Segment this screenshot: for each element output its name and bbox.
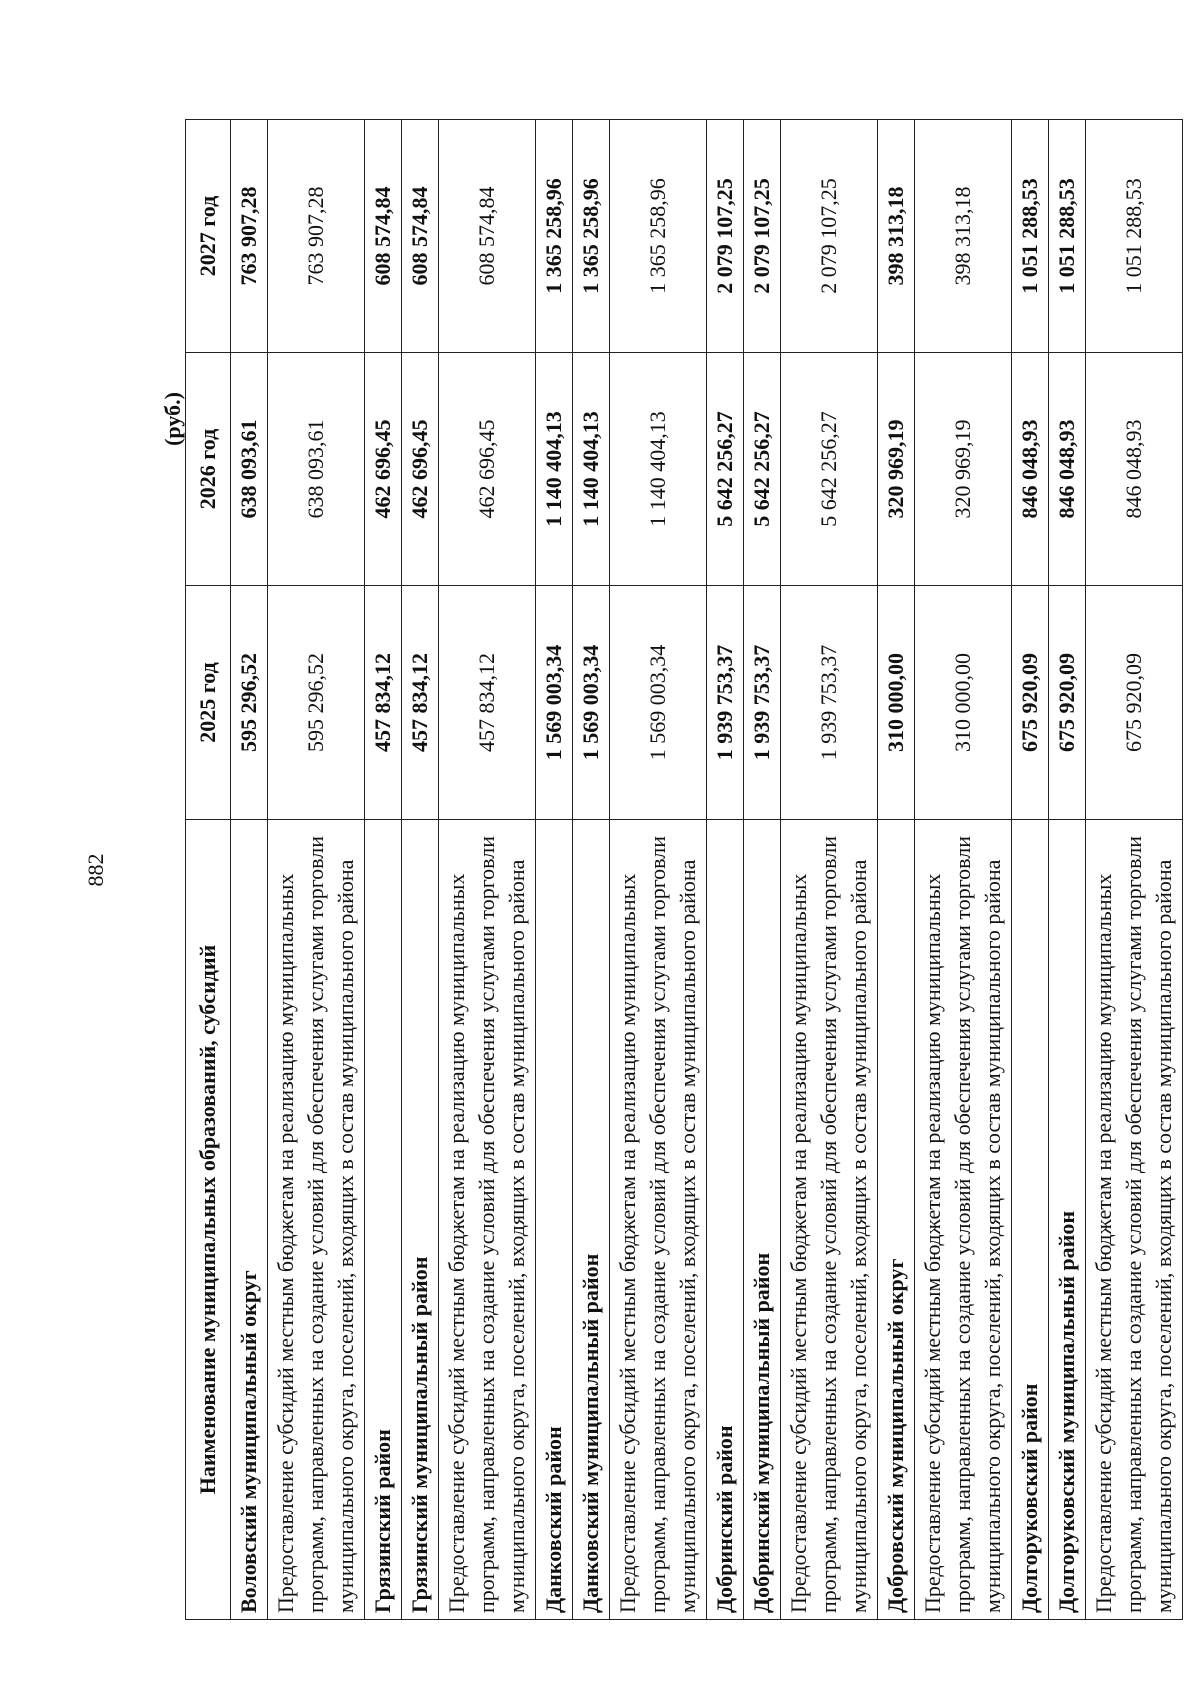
row-name-cell: Предоставление субсидий местным бюджетам на реализацию муниципальных программ, направленных на создание условий для обеспечения услугами торговли муниципального округа, поселений, входящих в состав муниципального района [1086, 820, 1183, 1620]
currency-unit-label: (руб.) [160, 392, 185, 446]
table-row [231, 120, 268, 1620]
value-2025-cell: 675 920,09 [1012, 586, 1049, 820]
row-name-cell: Воловский муниципальный округ [231, 820, 268, 1620]
value-2027-cell: 608 574,84 [365, 120, 402, 353]
value-2025-cell: 457 834,12 [402, 586, 439, 820]
row-name-cell: Добровский муниципальный округ [878, 820, 915, 1620]
value-2026-cell: 5 642 256,27 [781, 353, 878, 586]
value-2025-cell: 310 000,00 [915, 586, 1012, 820]
value-2025-cell: 675 920,09 [1086, 586, 1183, 820]
table-row [536, 120, 573, 1620]
value-2026-cell: 846 048,93 [1086, 353, 1183, 586]
table-header-row [186, 120, 231, 1620]
row-name-cell: Данковский муниципальный район [573, 820, 610, 1620]
row-name-cell: Предоставление субсидий местным бюджетам на реализацию муниципальных программ, направленных на создание условий для обеспечения услугами торговли муниципального округа, поселений, входящих в состав муниципального района [781, 820, 878, 1620]
table-row [1049, 120, 1086, 1620]
row-name-cell: Грязинский муниципальный район [402, 820, 439, 1620]
value-2027-cell: 398 313,18 [878, 120, 915, 353]
value-2025-cell: 1 939 753,37 [781, 586, 878, 820]
value-2025-cell: 1 939 753,37 [707, 586, 744, 820]
table-row [1086, 120, 1183, 1620]
value-2026-cell: 320 969,19 [915, 353, 1012, 586]
row-name-cell: Данковский район [536, 820, 573, 1620]
value-2025-cell: 595 296,52 [268, 586, 365, 820]
value-2026-cell: 1 140 404,13 [536, 353, 573, 586]
table-row [915, 120, 1012, 1620]
value-2027-cell: 1 051 288,53 [1049, 120, 1086, 353]
value-2025-cell: 1 569 003,34 [536, 586, 573, 820]
value-2026-cell: 638 093,61 [268, 353, 365, 586]
value-2027-cell: 398 313,18 [915, 120, 1012, 353]
value-2026-cell: 5 642 256,27 [744, 353, 781, 586]
value-2026-cell: 638 093,61 [231, 353, 268, 586]
value-2026-cell: 462 696,45 [365, 353, 402, 586]
value-2025-cell: 1 939 753,37 [744, 586, 781, 820]
value-2027-cell: 763 907,28 [268, 120, 365, 353]
value-2025-cell: 457 834,12 [439, 586, 536, 820]
header-2027: 2027 год [186, 120, 231, 353]
value-2027-cell: 2 079 107,25 [707, 120, 744, 353]
value-2027-cell: 2 079 107,25 [744, 120, 781, 353]
value-2025-cell: 595 296,52 [231, 586, 268, 820]
table-row [1012, 120, 1049, 1620]
value-2026-cell: 846 048,93 [1049, 353, 1086, 586]
table-body [231, 120, 1183, 1620]
value-2027-cell: 608 574,84 [402, 120, 439, 353]
table-row [707, 120, 744, 1620]
row-name-cell: Долгоруковский муниципальный район [1049, 820, 1086, 1620]
rotated-page [65, 120, 1176, 1620]
value-2026-cell: 5 642 256,27 [707, 353, 744, 586]
value-2026-cell: 462 696,45 [439, 353, 536, 586]
header-2026: 2026 год [186, 353, 231, 586]
value-2027-cell: 1 051 288,53 [1086, 120, 1183, 353]
value-2027-cell: 1 365 258,96 [610, 120, 707, 353]
row-name-cell: Долгоруковский район [1012, 820, 1049, 1620]
row-name-cell: Предоставление субсидий местным бюджетам на реализацию муниципальных программ, направленных на создание условий для обеспечения услугами торговли муниципального округа, поселений, входящих в состав муниципального района [439, 820, 536, 1620]
row-name-cell: Предоставление субсидий местным бюджетам на реализацию муниципальных программ, направленных на создание условий для обеспечения услугами торговли муниципального округа, поселений, входящих в состав муниципального района [268, 820, 365, 1620]
table-row [781, 120, 878, 1620]
value-2025-cell: 310 000,00 [878, 586, 915, 820]
table-row [744, 120, 781, 1620]
page-number: 882 [83, 853, 108, 887]
table-row [439, 120, 536, 1620]
value-2026-cell: 462 696,45 [402, 353, 439, 586]
value-2025-cell: 1 569 003,34 [573, 586, 610, 820]
table-row [402, 120, 439, 1620]
row-name-cell: Предоставление субсидий местным бюджетам на реализацию муниципальных программ, направленных на создание условий для обеспечения услугами торговли муниципального округа, поселений, входящих в состав муниципального района [610, 820, 707, 1620]
row-name-cell: Грязинский район [365, 820, 402, 1620]
row-name-cell: Добринский муниципальный район [744, 820, 781, 1620]
value-2026-cell: 320 969,19 [878, 353, 915, 586]
value-2026-cell: 1 140 404,13 [610, 353, 707, 586]
table-row [573, 120, 610, 1620]
subsidy-table [185, 119, 1183, 1620]
table-row [610, 120, 707, 1620]
value-2025-cell: 1 569 003,34 [610, 586, 707, 820]
value-2027-cell: 1 051 288,53 [1012, 120, 1049, 353]
value-2027-cell: 2 079 107,25 [781, 120, 878, 353]
value-2027-cell: 763 907,28 [231, 120, 268, 353]
header-2025: 2025 год [186, 586, 231, 820]
value-2027-cell: 608 574,84 [439, 120, 536, 353]
value-2027-cell: 1 365 258,96 [573, 120, 610, 353]
value-2025-cell: 457 834,12 [365, 586, 402, 820]
row-name-cell: Добринский район [707, 820, 744, 1620]
table-row [878, 120, 915, 1620]
header-name: Наименование муниципальных образований, субсидий [186, 820, 231, 1620]
value-2026-cell: 1 140 404,13 [573, 353, 610, 586]
row-name-cell: Предоставление субсидий местным бюджетам на реализацию муниципальных программ, направленных на создание условий для обеспечения услугами торговли муниципального округа, поселений, входящих в состав муниципального района [915, 820, 1012, 1620]
table-row [268, 120, 365, 1620]
value-2026-cell: 846 048,93 [1012, 353, 1049, 586]
value-2027-cell: 1 365 258,96 [536, 120, 573, 353]
value-2025-cell: 675 920,09 [1049, 586, 1086, 820]
table-row [365, 120, 402, 1620]
